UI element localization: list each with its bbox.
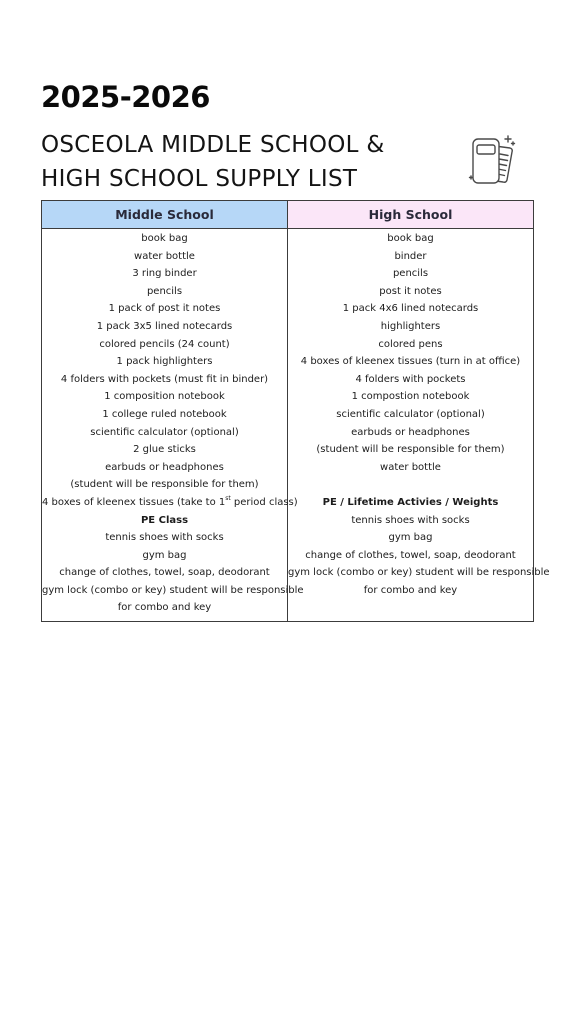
list-item: 2 glue sticks	[133, 444, 196, 456]
list-item: tennis shoes with socks	[351, 514, 470, 526]
list-item: 4 folders with pockets	[355, 373, 466, 385]
list-item: earbuds or headphones	[351, 426, 470, 438]
high-school-column	[288, 229, 550, 622]
ordinal-suffix: st	[225, 494, 231, 502]
list-item: 1 college ruled notebook	[102, 408, 227, 420]
list-item: gym bag	[142, 549, 187, 561]
list-item: gym bag	[388, 532, 433, 544]
page-title	[41, 128, 385, 196]
title-line-1: OSCEOLA MIDDLE SCHOOL &	[41, 132, 385, 158]
year-heading: 2025-2026	[41, 80, 210, 114]
notebook-papers-icon	[462, 130, 524, 192]
list-item: colored pens	[378, 338, 443, 350]
list-item: tennis shoes with socks	[105, 532, 224, 544]
list-item: 4 folders with pockets (must fit in binder)	[60, 373, 269, 385]
supply-list-table	[41, 200, 550, 622]
list-item: for combo and key	[117, 602, 212, 614]
list-item: 3 ring binder	[132, 268, 197, 280]
list-item: book bag	[387, 233, 434, 244]
list-item: 1 pack 4x6 lined notecards	[342, 303, 479, 315]
list-item: change of clothes, towel, soap, deodorant	[59, 567, 270, 579]
list-item: water bottle	[380, 461, 441, 473]
list-item: gym lock (combo or key) student will be responsible	[288, 567, 550, 579]
list-item: 1 pack of post it notes	[108, 303, 221, 315]
high-school-header: High School	[288, 201, 534, 229]
list-item: pencils	[392, 268, 429, 280]
list-item: 4 boxes of kleenex tissues (turn in at office)	[300, 356, 521, 368]
middle-school-column	[42, 229, 304, 622]
list-item: 1 compostion notebook	[351, 391, 470, 403]
list-item: gym lock (combo or key) student will be responsible	[42, 584, 304, 596]
list-item: (student will be responsible for them)	[70, 479, 259, 491]
list-item: for combo and key	[363, 584, 458, 596]
pe-lifetime-weights-heading: PE / Lifetime Activies / Weights	[322, 496, 499, 508]
pe-class-heading: PE Class	[140, 514, 189, 526]
list-item: 1 pack highlighters	[116, 356, 213, 368]
list-item-kleenex	[42, 494, 298, 512]
list-item: 1 pack 3x5 lined notecards	[96, 320, 233, 332]
list-item: post it notes	[379, 285, 442, 297]
list-item: binder	[394, 250, 427, 262]
list-item: pencils	[146, 285, 183, 297]
list-item: (student will be responsible for them)	[316, 444, 505, 456]
list-item: book bag	[141, 233, 188, 244]
list-item: highlighters	[380, 320, 441, 332]
list-item: 1 composition notebook	[104, 391, 225, 403]
kleenex-text-end: period class)	[230, 496, 298, 508]
list-item: scientific calculator (optional)	[90, 426, 239, 438]
list-item: colored pencils (24 count)	[99, 338, 230, 350]
list-item: water bottle	[134, 250, 195, 262]
list-item: change of clothes, towel, soap, deodorant	[305, 549, 516, 561]
middle-school-header: Middle School	[42, 201, 288, 229]
blank-row	[288, 476, 533, 494]
list-item: earbuds or headphones	[105, 461, 224, 473]
title-line-2: HIGH SCHOOL SUPPLY LIST	[41, 166, 358, 192]
kleenex-text: 4 boxes of kleenex tissues (take to 1	[42, 496, 226, 508]
list-item: scientific calculator (optional)	[336, 408, 485, 420]
